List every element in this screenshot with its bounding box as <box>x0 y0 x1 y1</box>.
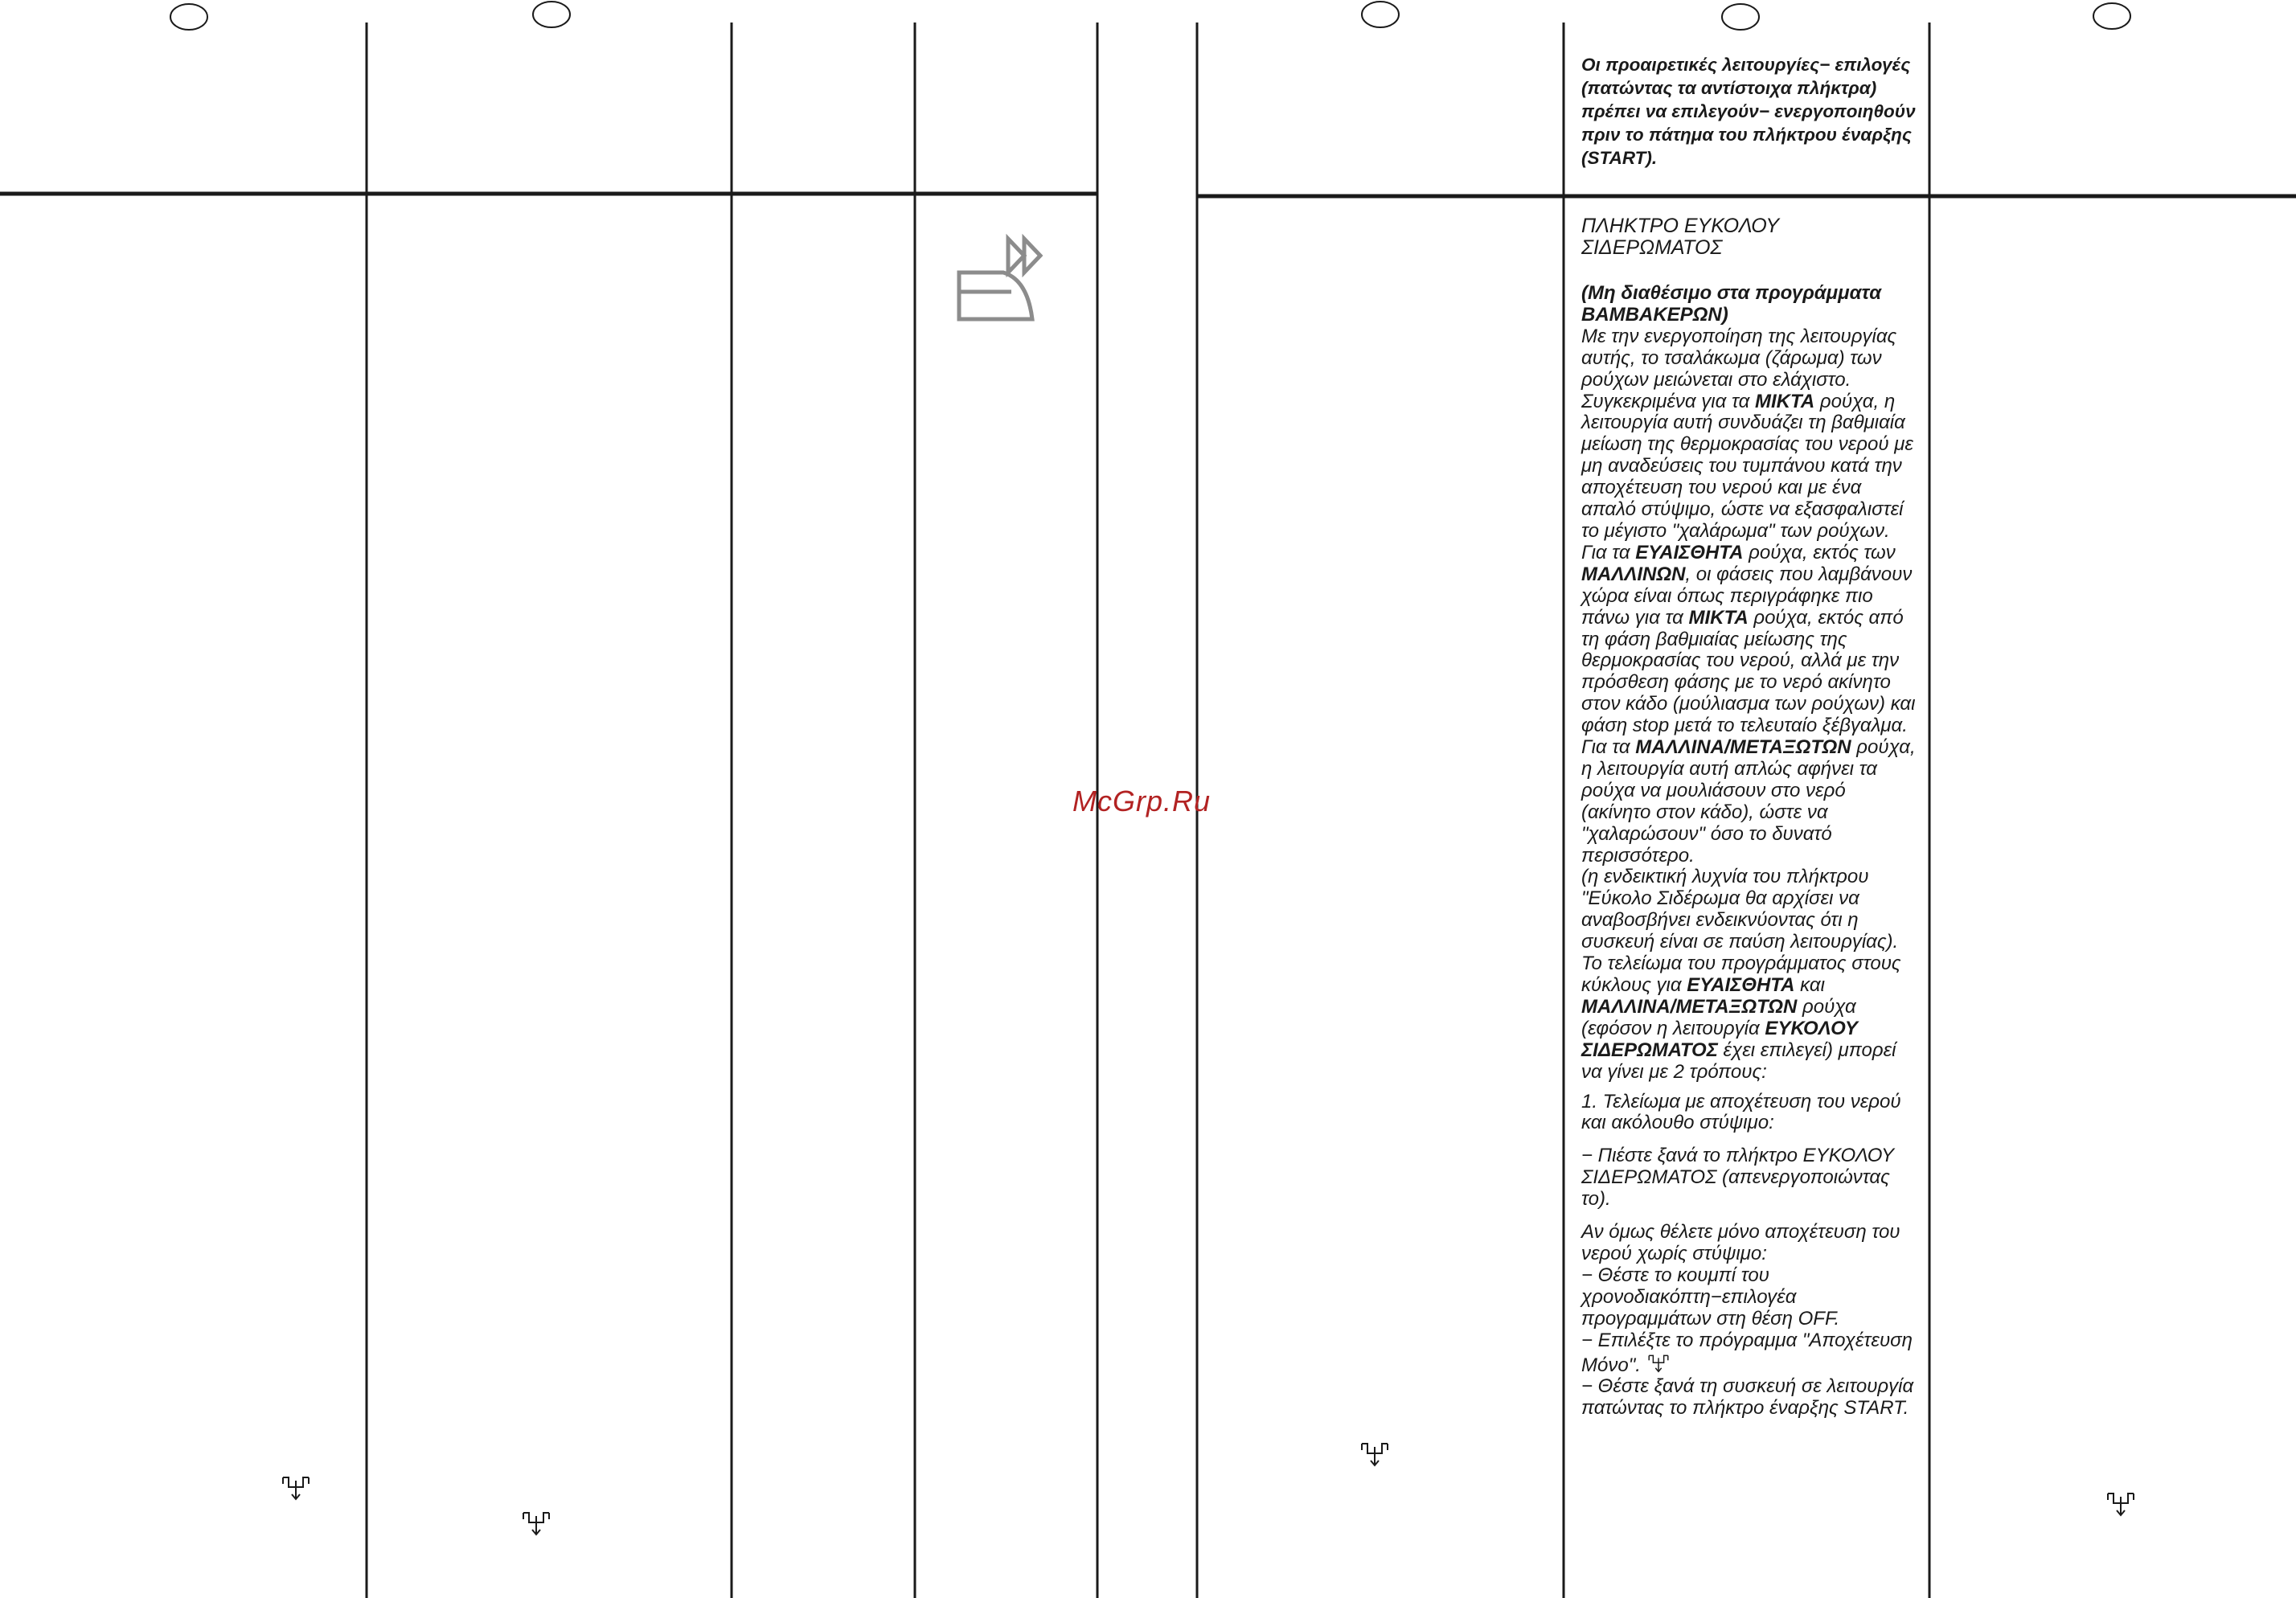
paragraph: Το τελείωμα του προγράμματος στους κύκλους για ΕΥΑΙΣΘΗΤΑ και ΜΑΛΛΙΝΑ/ΜΕΤΑΞΩΤΩΝ ρούχα (εφόσον η λειτουργία ΕΥΚΟΛΟΥ ΣΙΔΕΡΩΜΑΤΟΣ έχει επιλεγεί) μπορεί να γίνει με 2 τρόπους: <box>1581 953 1901 1083</box>
options-notice: Οι προαιρετικές λειτουργίες− επιλογές (πατώντας τα αντίστοιχα πλήκτρα) πρέπει να επιλεγούν− ενεργοποιηθούν πριν το πάτημα του πλήκτρου έναρξης (START). <box>1581 55 1916 168</box>
easy-iron-section <box>1581 215 1919 1420</box>
watermark: McGrp.Ru <box>1072 785 1212 817</box>
drain-icon <box>521 1508 551 1539</box>
paragraph: − Επιλέξτε το πρόγραμμα "Αποχέτευση Μόνο". <box>1581 1329 1913 1376</box>
drain-icon <box>281 1473 311 1503</box>
easy-iron-icon <box>955 229 1052 326</box>
paragraph: − Πιέστε ξανά το πλήκτρο ΕΥΚΟΛΟΥ ΣΙΔΕΡΩΜΑΤΟΣ (απενεργοποιώντας το). <box>1581 1145 1895 1211</box>
paragraph: Με την ενεργοποίηση της λειτουργίας αυτής, το τσαλάκωμα (ζάρωμα) των ρούχων μειώνεται στο ελάχιστο. <box>1581 325 1897 391</box>
drain-icon <box>2105 1489 2136 1519</box>
paragraph: (η ενδεικτική λυχνία του πλήκτρου "Εύκολο Σιδέρωμα θα αρχίσει να αναβοσβήνει ενδεικνύοντας ότι η συσκευή είναι σε παύση λειτουργίας). <box>1581 866 1899 953</box>
drain-icon <box>1359 1439 1390 1469</box>
unavailable-note: (Μη διαθέσιμο στα προγράμματα ΒΑΜΒΑΚΕΡΩΝ) <box>1581 282 1882 326</box>
paragraph: Αν όμως θέλετε μόνο αποχέτευση του νερού χωρίς στύψιμο: <box>1581 1221 1900 1264</box>
paragraph: − Θέστε το κουμπί του χρονοδιακόπτη−επιλογέα προγραμμάτων στη θέση OFF. <box>1581 1264 1840 1330</box>
paragraph: 1. Τελείωμα με αποχέτευση του νερού και ακόλουθο στύψιμο: <box>1581 1090 1901 1134</box>
drain-icon <box>1646 1352 1671 1375</box>
paragraph: Για τα ΕΥΑΙΣΘΗΤΑ ρούχα, εκτός των ΜΑΛΛΙΝΩΝ, οι φάσεις που λαμβάνουν χώρα είναι όπως περιγράφηκε πιο πάνω για τα ΜΙΚΤΑ ρούχα, εκτός από τη φάση βαθμιαίας μείωσης της θερμοκρασίας του νερού, αλλά με την πρόσθεση φάσης με το νερό ακίνητο στον κάδο (μούλιασμα των ρούχων) και φάση stop μετά το τελευταίο ξέβγαλμα. <box>1581 541 1916 737</box>
paragraph: Συγκεκριμένα για τα ΜΙΚΤΑ ρούχα, η λειτουργία αυτή συνδυάζει τη βαθμιαία μείωση της θερμοκρασίας του νερού με μη αναδεύσεις του τυμπάνου κατά την αποχέτευση του νερού και με ένα απαλό στύψιμο, ώστε να εξασφαλιστεί το μέγιστο "χαλάρωμα" των ρούχων. <box>1581 390 1913 542</box>
paragraph: − Θέστε ξανά τη συσκευή σε λειτουργία πατώντας το πλήκτρο έναρξης START. <box>1581 1375 1914 1420</box>
paragraph: Για τα ΜΑΛΛΙΝΑ/ΜΕΤΑΞΩΤΩΝ ρούχα, η λειτουργία αυτή απλώς αφήνει τα ρούχα να μουλιάσουν στο νερό (ακίνητο στον κάδο), ώστε να "χαλαρώσουν" όσο το δυνατό περισσότερο. <box>1581 736 1916 867</box>
section-heading: ΠΛΗΚΤΡΟ ΕΥΚΟΛΟΥ ΣΙΔΕΡΩΜΑΤΟΣ <box>1581 215 1779 259</box>
